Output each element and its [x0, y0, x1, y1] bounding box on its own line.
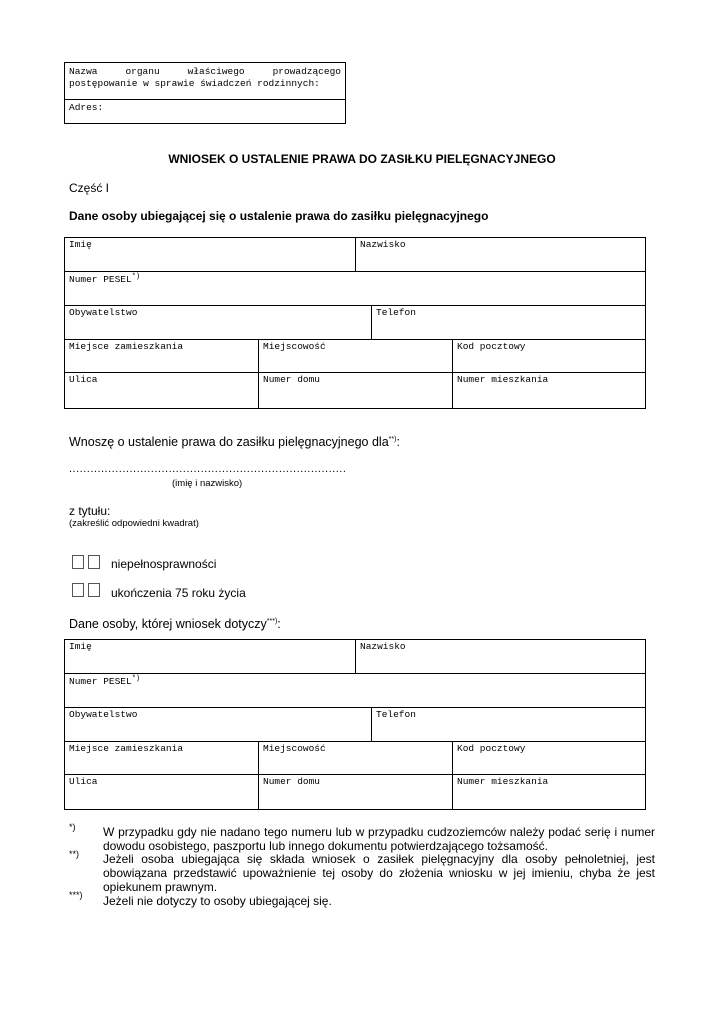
applicant-table — [64, 237, 646, 409]
applicant-residence-field[interactable]: Miejsce zamieszkania — [69, 341, 184, 352]
applicant-street-field[interactable]: Ulica — [69, 374, 98, 385]
title-label: z tytułu: — [69, 504, 111, 518]
subject-citizenship-field[interactable]: Obywatelstwo — [69, 709, 138, 720]
footnote-2-mark: **) — [69, 849, 80, 859]
subject-flat-no-field[interactable]: Numer mieszkania — [457, 776, 549, 787]
applicant-citizenship-field[interactable]: Obywatelstwo — [69, 307, 138, 318]
footnote-1-text: W przypadku gdy nie nadano tego numeru lub w przypadku cudzoziemców należy podać serię i numer dowodu osobistego, paszportu lub innego dokumentu potwierdzającego tożsamość. — [103, 825, 655, 853]
age75-checkbox-1[interactable] — [72, 583, 84, 597]
request-name-line[interactable]: .............................................................................. — [69, 463, 347, 475]
subject-pesel-field[interactable]: Numer PESEL*) — [69, 675, 141, 688]
disability-checkbox-2[interactable] — [88, 555, 100, 569]
applicant-flat-no-field[interactable]: Numer mieszkania — [457, 374, 549, 385]
form-title: WNIOSEK O USTALENIE PRAWA DO ZASIŁKU PIELĘGNACYJNEGO — [168, 152, 556, 166]
disability-checkbox-1[interactable] — [72, 555, 84, 569]
option-age75-label: ukończenia 75 roku życia — [111, 586, 246, 600]
authority-box — [64, 62, 346, 124]
section1-heading: Dane osoby ubiegającej się o ustalenie prawa do zasiłku pielęgnacyjnego — [69, 209, 489, 223]
applicant-first-name-field[interactable]: Imię — [69, 239, 92, 250]
authority-address-label[interactable]: Adres: — [69, 102, 104, 113]
applicant-postal-code-field[interactable]: Kod pocztowy — [457, 341, 526, 352]
authority-name-line1: Nazwa organu właściwego prowadzącego — [69, 66, 341, 77]
option-disability-label: niepełnosprawności — [111, 557, 217, 571]
subject-street-field[interactable]: Ulica — [69, 776, 98, 787]
authority-name-label[interactable] — [65, 65, 345, 97]
request-name-caption: (imię i nazwisko) — [172, 478, 243, 489]
title-hint: (zakreślić odpowiedni kwadrat) — [69, 518, 199, 529]
part-label: Część I — [69, 181, 110, 195]
subject-table — [64, 639, 646, 810]
age75-checkbox-2[interactable] — [88, 583, 100, 597]
subject-residence-field[interactable]: Miejsce zamieszkania — [69, 743, 184, 754]
applicant-last-name-field[interactable]: Nazwisko — [360, 239, 406, 250]
applicant-phone-field[interactable]: Telefon — [376, 307, 416, 318]
footnote-2-text: Jeżeli osoba ubiegająca się składa wniosek o zasiłek pielęgnacyjny dla osoby pełnoletniej, jest obowiązana przedstawić upoważnienie tej osoby do złożenia wniosku w jej imieniu, chyba że jest opiekunem prawnym. — [103, 852, 655, 894]
section2-heading: Dane osoby, której wniosek dotyczy***): — [69, 617, 281, 631]
footnote-3-mark: ***) — [69, 890, 83, 900]
subject-locality-field[interactable]: Miejscowość — [263, 743, 326, 754]
footnote-1-mark: *) — [69, 822, 76, 832]
subject-house-no-field[interactable]: Numer domu — [263, 776, 321, 787]
applicant-locality-field[interactable]: Miejscowość — [263, 341, 326, 352]
subject-postal-code-field[interactable]: Kod pocztowy — [457, 743, 526, 754]
subject-phone-field[interactable]: Telefon — [376, 709, 416, 720]
request-text: Wnoszę o ustalenie prawa do zasiłku pielęgnacyjnego dla**): — [69, 435, 400, 449]
subject-last-name-field[interactable]: Nazwisko — [360, 641, 406, 652]
applicant-house-no-field[interactable]: Numer domu — [263, 374, 321, 385]
authority-name-line2: postępowanie w sprawie świadczeń rodzinnych: — [69, 78, 320, 89]
footnote-3-text: Jeżeli nie dotyczy to osoby ubiegającej się. — [103, 894, 332, 908]
subject-first-name-field[interactable]: Imię — [69, 641, 92, 652]
applicant-pesel-field[interactable]: Numer PESEL*) — [69, 273, 141, 286]
